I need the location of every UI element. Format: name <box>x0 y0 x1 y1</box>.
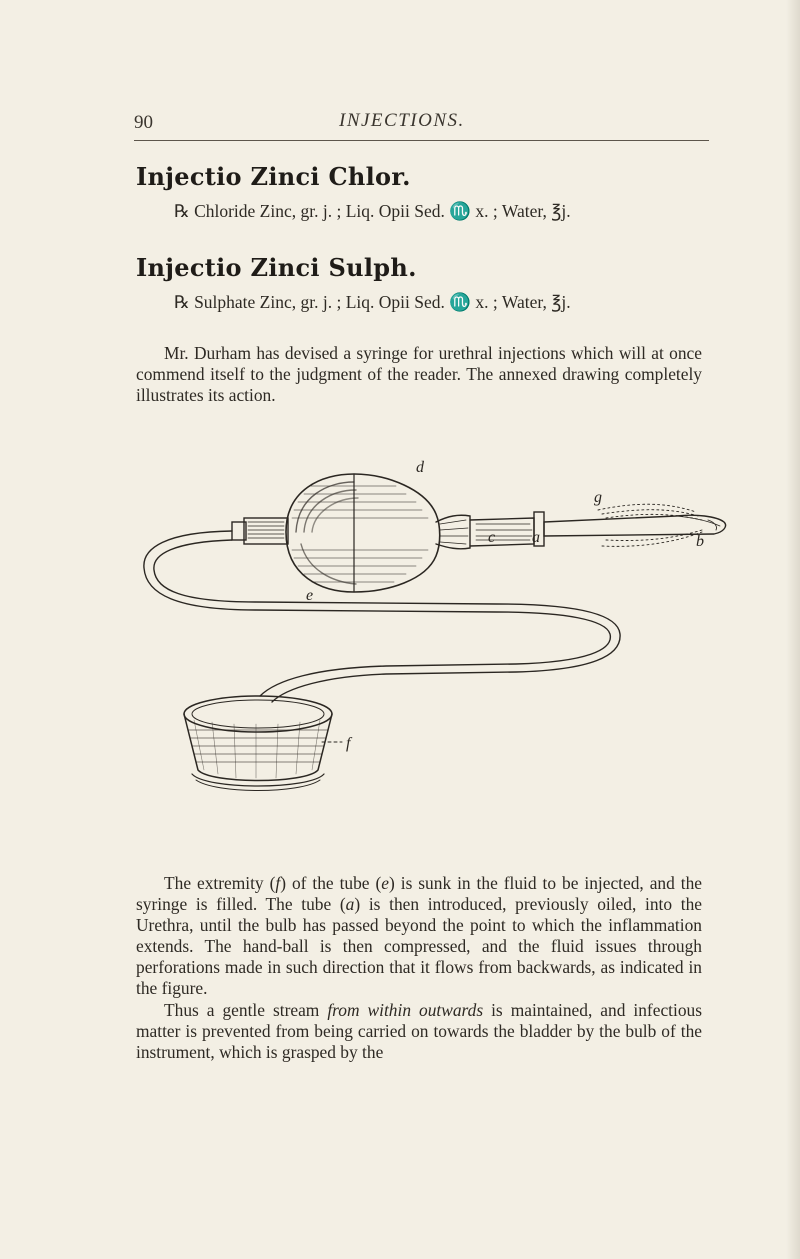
figure-label-g: g <box>594 489 602 506</box>
page-number: 90 <box>134 112 153 133</box>
section-heading-zinc-sulphate: Injectio Zinci Sulph. <box>136 253 417 282</box>
paragraph-gentle-stream <box>136 1000 702 1063</box>
hand-ball-drawing <box>232 474 470 592</box>
paragraph-syringe-intro: Mr. Durham has devised a syringe for urethral injections which will at once commend itself to the judgment of the reader. The annexed drawing completely illustrates its action. <box>136 343 702 405</box>
reference-e: e <box>381 873 389 893</box>
feed-tube-drawing <box>144 531 620 702</box>
section-heading-zinc-chloride: Injectio Zinci Chlor. <box>136 162 411 191</box>
running-title: INJECTIONS. <box>339 110 465 131</box>
figure-label-f: f <box>346 735 351 752</box>
text-segment: The extremity ( <box>164 873 276 893</box>
reference-a: a <box>345 894 355 914</box>
prescription-zinc-sulphate: ℞ Sulphate Zinc, gr. j. ; Liq. Opii Sed. ♏ x. ; Water, ℥j. <box>174 292 571 312</box>
text-segment: ) of the tube ( <box>280 873 382 893</box>
fluid-basin-drawing <box>184 696 342 791</box>
figure-label-c: c <box>488 529 496 546</box>
running-header <box>134 110 709 141</box>
emphasis-within-outwards: from within outwards <box>327 1000 484 1020</box>
figure-label-a: a <box>532 529 540 546</box>
syringe-illustration <box>136 452 736 850</box>
text-segment: ) is sunk in the fluid to be injected, and the syringe is filled. The tube ( <box>136 873 703 914</box>
figure-label-b: b <box>696 533 704 550</box>
text-segment: is maintained, and infectious matter is prevented from being carried on towards the bladder by the bulb of the instrument, which is grasped by the <box>136 1000 702 1062</box>
text-segment: ) is then introduced, previously oiled, into the Urethra, until the bulb has passed beyond the point to which the inflammation extends. The hand-ball is then compressed, and the fluid issues through perforations made in such direction that it flows from backwards, as indicated in the figure. <box>136 894 702 998</box>
figure-label-d: d <box>416 459 424 476</box>
figure-label-e: e <box>306 587 314 604</box>
reference-f: f <box>275 873 281 893</box>
text-segment: Thus a gentle stream <box>164 1000 328 1020</box>
page-edge-shadow <box>786 0 800 1259</box>
prescription-zinc-chloride: ℞ Chloride Zinc, gr. j. ; Liq. Opii Sed. ♏ x. ; Water, ℥j. <box>174 201 571 221</box>
paragraph-syringe-operation <box>136 873 702 999</box>
urethral-tube-drawing <box>470 504 726 546</box>
